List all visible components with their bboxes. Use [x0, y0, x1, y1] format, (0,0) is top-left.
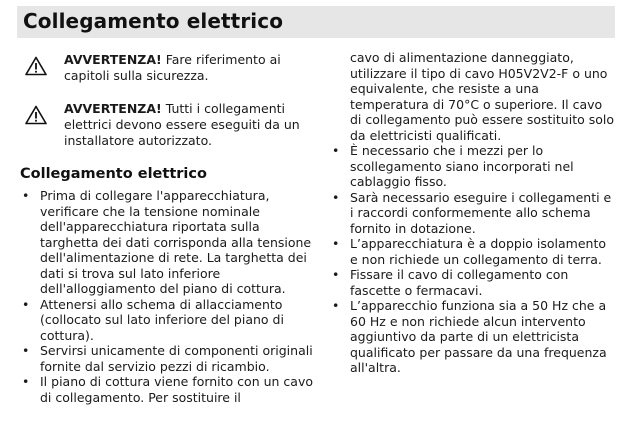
list-item [330, 298, 616, 376]
right-bullet-list [330, 143, 616, 376]
list-item-text: Sarà necessario eseguire i collegamenti e i raccordi conformemente allo schema fornito in dotazione. [350, 189, 612, 236]
warning-label: AVVERTENZA! [64, 52, 162, 67]
warning-triangle-icon [25, 56, 47, 76]
list-item-text: Attenersi allo schema di allacciamento (collocato sul lato inferiore del piano di cottura). [40, 296, 284, 343]
warning-text: Fare riferimento ai capitoli sulla sicurezza. [64, 52, 281, 83]
page-title: Collegamento elettrico [23, 9, 284, 33]
page-title-bar [17, 6, 615, 38]
list-item [330, 236, 616, 267]
bullet: • [332, 189, 340, 205]
warning-1 [20, 52, 320, 84]
bullet: • [22, 296, 30, 312]
bullet: • [332, 267, 340, 282]
list-item-text: L’apparecchio funziona sia a 50 Hz che a 60 Hz e non richiede alcun intervento aggiuntivo da parte di un elettricista qualificato per passare da una frequenza all'altra. [350, 298, 607, 375]
section-heading: Collegamento elettrico [20, 166, 207, 182]
bullet: • [22, 343, 30, 358]
bullet: • [332, 298, 340, 313]
left-column [20, 52, 320, 405]
list-item-text: È necessario che i mezzi per lo scollegamento siano incorporati nel cablaggio fisso. [350, 143, 574, 189]
warning-2 [20, 101, 320, 149]
bullet: • [332, 143, 340, 158]
list-item-continuation: cavo di alimentazione danneggiato, utilizzare il tipo di cavo H05V2V2-F o uno equivalente, che resiste a una temperatura di 70°C o superiore. Il cavo di collegamento può essere sostituito solo da elettricisti qualificati. [350, 50, 615, 143]
list-item-text: L’apparecchiatura è a doppio isolamento e non richiede un collegamento di terra. [350, 236, 607, 267]
right-column [330, 50, 616, 376]
list-item [20, 374, 320, 405]
list-item [20, 188, 320, 297]
list-item-text: Il piano di cottura viene fornito con un cavo di collegamento. Per sostituire il [40, 374, 313, 405]
bullet: • [22, 374, 30, 389]
warning-triangle-icon [25, 105, 47, 125]
list-item-text: Servirsi unicamente di componenti originali fornite dal servizio pezzi di ricambio. [40, 343, 313, 374]
warning-text: Tutti i collegamenti elettrici devono essere eseguiti da un installatore autorizzato. [64, 101, 300, 148]
bullet: • [22, 188, 30, 203]
list-item [330, 190, 616, 237]
bullet: • [332, 236, 340, 251]
list-item [20, 297, 320, 344]
list-item [330, 267, 616, 298]
list-item-text: Prima di collegare l'apparecchiatura, verificare che la tensione nominale dell'apparecchiatura riportata sulla targhetta dei dati corrisponda alla tensione dell'alimentazione di rete. La targhetta dei dati si trova sul lato inferiore dell'alloggiamento del piano di cottura. [40, 188, 312, 296]
warning-label: AVVERTENZA! [64, 101, 162, 116]
list-item [20, 343, 320, 374]
list-item [330, 143, 616, 190]
left-bullet-list [20, 188, 320, 405]
list-item-text: Fissare il cavo di collegamento con fascette o fermacavi. [350, 267, 569, 298]
